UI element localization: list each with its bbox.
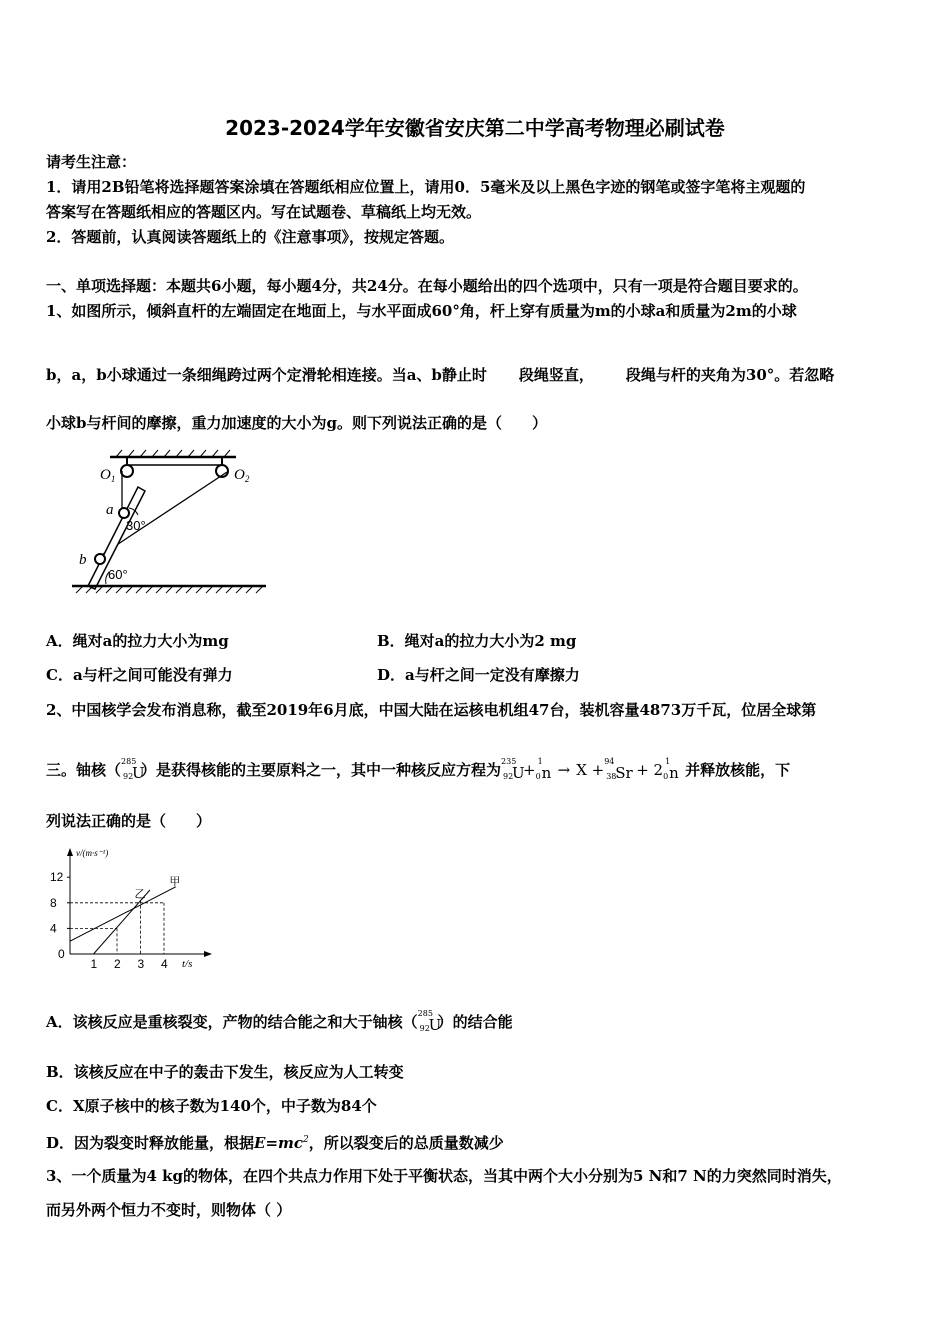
label-angle-60: 60° [108,567,128,582]
q1-line-2b: 段绳竖直， [518,366,594,384]
x-tick-label: 3 [137,957,145,970]
q2-option-a-text-2: ）的结合能 [437,1013,513,1031]
q1-line-2c: 段绳与杆的夹角为30°。若忽略 [625,366,835,384]
notice-item-2: 2．答题前，认真阅读答题纸上的《注意事项》，按规定答题。 [46,228,454,246]
q2-line-2 [46,757,791,782]
series-label: 甲 [169,874,181,888]
origin-label: 0 [58,947,65,961]
label-a: a [106,502,114,518]
q2-option-c[interactable]: C．X原子核中的核子数为140个，中子数为84个 [46,1097,377,1115]
q2-option-a[interactable] [46,1009,513,1034]
series-line-0 [70,887,176,941]
q1-option-c[interactable]: C．a与杆之间可能没有弹力 [46,666,233,684]
q1-line-2a: b，a，b小球通过一条细绳跨过两个定滑轮相连接。当a、b静止时 [46,366,487,384]
q2-line-2a: 三。铀核（ [46,761,122,779]
q1-line-1: 1、如图所示，倾斜直杆的左端固定在地面上，与水平面成60°角，杆上穿有质量为m的小球a和质量为2m的小球 [46,302,797,320]
q1-option-a[interactable]: A．绳对a的拉力大小为mg [46,632,229,650]
q2-formula: $E=mc^2$ [254,1134,309,1152]
x-axis-arrow [204,951,212,957]
x-tick-label: 1 [90,957,98,970]
label-angle-30: 30° [126,518,146,533]
x-axis-label: t/s [182,958,193,970]
q2-option-b[interactable]: B．该核反应在中子的轰击下发生，核反应为人工转变 [46,1063,404,1081]
q2-option-d-text-1: D．因为裂变时释放能量，根据 [46,1134,255,1152]
y-tick-label: 12 [50,870,64,885]
notice-item-1-line-1: 1．请用2B铅笔将选择题答案涂填在答题纸相应位置上，请用0．5毫米及以上黑色字迹的钢笔或签字笔将主观题的 [46,178,806,196]
uranium-285-symbol-option: 285 92 U [417,1009,442,1034]
q2-option-d[interactable] [46,1130,504,1153]
q3-line-2: 而另外两个恒力不变时，则物体（ ） [46,1201,292,1219]
uranium-285-symbol: 285 92 U [121,757,145,782]
y-tick-label: 4 [50,921,57,936]
section-heading: 一、单项选择题：本题共6小题，每小题4分，共24分。在每小题给出的四个选项中，只有一项是符合题目要求的。 [46,277,808,295]
x-tick-label: 4 [161,957,168,970]
q2-line-1: 2、中国核学会发布消息称，截至2019年6月底，中国大陆在运核电机组47台，装机容量4873万千瓦，位居全球第 [46,701,817,719]
nuclear-equation: 235 92 U + 1 0 n → X + 94 38 Sr + 2 1 0 n [501,757,679,782]
label-b: b [79,552,87,568]
q2-line-2c: 并释放核能，下 [685,761,791,779]
pulley-o1 [121,465,133,477]
notice-item-1-line-2: 答案写在答题纸相应的答题区内。写在试题卷、草稿纸上均无效。 [46,203,482,221]
y-axis-label: v/(m·s⁻¹) [76,848,109,858]
q1-option-d[interactable]: D．a与杆之间一定没有摩擦力 [377,666,580,684]
series-label: 乙 [134,887,146,901]
vt-chart [44,842,214,970]
q2-line-3: 列说法正确的是（ ） [46,812,212,830]
x-tick-label: 2 [114,957,121,970]
y-tick-label: 8 [50,895,57,910]
y-axis-arrow [67,848,73,856]
q2-option-a-text-1: A．该核反应是重核裂变，产物的结合能之和大于铀核（ [46,1013,418,1031]
ball-b [95,554,105,564]
ball-a [119,508,129,518]
q1-line-3: 小球b与杆间的摩擦，重力加速度的大小为g。则下列说法正确的是（ ） [46,414,547,432]
q2-option-d-text-2: ，所以裂变后的总质量数减少 [308,1134,504,1152]
label-o2: $O_2$ [234,467,250,484]
q1-option-b[interactable]: B．绳对a的拉力大小为2 mg [377,632,577,650]
q1-line-2 [46,365,834,385]
q2-line-2b: ）是获得核能的主要原料之一，其中一种核反应方程为 [141,761,502,779]
q1-pulley-figure [66,448,271,596]
q3-line-1: 3、一个质量为4 kg的物体，在四个共点力作用下处于平衡状态，当其中两个大小分别为5 N和7 N的力突然同时消失， [46,1167,842,1185]
page-title: 2023-2024学年安徽省安庆第二中学高考物理必刷试卷 [225,116,725,140]
label-o1: $O_1$ [100,467,116,484]
notice-heading: 请考生注意： [46,153,137,171]
